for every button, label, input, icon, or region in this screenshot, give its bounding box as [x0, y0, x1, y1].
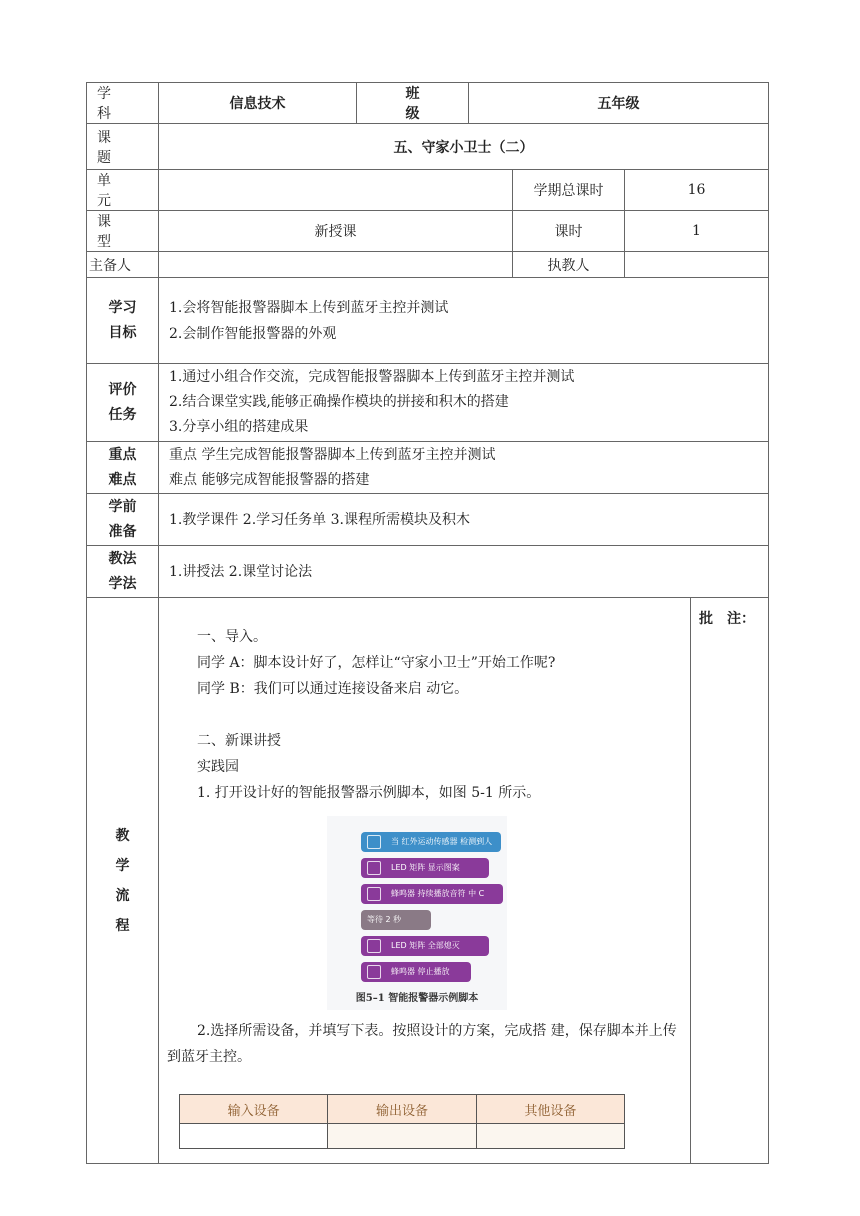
prep-label: 学前 准备 [87, 494, 159, 546]
tasks-label: 评价 任务 [87, 364, 159, 442]
figure-caption: 图5–1 智能报警器示例脚本 [355, 993, 479, 1004]
task-item: 1.通过小组合作交流，完成智能报警器脚本上传到蓝牙主控并测试 [169, 369, 575, 385]
topic-label: 课 题 [87, 124, 159, 170]
device-input-cell [180, 1124, 328, 1149]
sensor-icon [367, 835, 381, 849]
dialogue-line-b: 同学 B：我们可以通过连接设备来启 动它。 [197, 681, 469, 697]
grid-icon [367, 861, 381, 875]
difficulty-point: 难点 能够完成智能报警器的搭建 [169, 471, 370, 488]
class-label: 班 级 [357, 83, 469, 124]
total-hours-value: 16 [625, 170, 769, 211]
device-output-cell [328, 1124, 476, 1149]
methods-label: 教法 学法 [87, 546, 159, 598]
methods-text: 1.讲授法 2.课堂讨论法 [159, 546, 769, 598]
buzzer-stop-block: 蜂鸣器 停止播放 [361, 962, 471, 982]
teacher-value [625, 252, 769, 278]
goal-item: 1.会将智能报警器脚本上传到蓝牙主控并测试 [169, 299, 449, 316]
speaker-icon [367, 887, 381, 901]
type-value: 新授课 [159, 211, 513, 252]
preparer-value [159, 252, 513, 278]
tasks-list [159, 364, 769, 442]
keypoints-label: 重点 难点 [87, 442, 159, 494]
type-label: 课 型 [87, 211, 159, 252]
hours-label: 课时 [513, 211, 625, 252]
device-other-cell [476, 1124, 624, 1149]
total-hours-label: 学期总课时 [513, 170, 625, 211]
step-1: 1. 打开设计好的智能报警器示例脚本，如图 5-1 所示。 [197, 785, 541, 801]
hours-value: 1 [625, 211, 769, 252]
led-show-block: LED 矩阵 显示图案 [361, 858, 489, 878]
device-header-output: 输出设备 [328, 1095, 476, 1124]
key-point: 重点 学生完成智能报警器脚本上传到蓝牙主控并测试 [169, 446, 496, 463]
goals-list [159, 278, 769, 364]
goals-label: 学习 目标 [87, 278, 159, 364]
script-figure [327, 816, 507, 1010]
flow-label: 教 学 流 程 [87, 598, 159, 1164]
step-2: 2.选择所需设备，并填写下表。按照设计的方案，完成搭 建，保存脚本并上传到蓝牙主控。 [167, 1023, 677, 1065]
intro-heading: 一、导入。 [197, 629, 267, 645]
device-table [179, 1094, 625, 1149]
section-heading: 二、新课讲授 [197, 733, 281, 749]
unit-label: 单 元 [87, 170, 159, 211]
sensor-block: 当 红外运动传感器 检测到人 [361, 832, 501, 852]
keypoints-content [159, 442, 769, 494]
subject-value: 信息技术 [159, 83, 357, 124]
task-item: 2.结合课堂实践,能够正确操作模块的拼接和积木的搭建 [169, 394, 509, 410]
teacher-label: 执教人 [513, 252, 625, 278]
prep-text: 1.教学课件 2.学习任务单 3.课程所需模块及积木 [159, 494, 769, 546]
speaker-icon [367, 965, 381, 979]
notes-column: 批 注： [691, 598, 769, 1164]
wait-block: 等待 2 秒 [361, 910, 431, 930]
subject-label: 学 科 [87, 83, 159, 124]
device-header-input: 输入设备 [180, 1095, 328, 1124]
device-header-other: 其他设备 [476, 1095, 624, 1124]
led-off-block: LED 矩阵 全部熄灭 [361, 936, 489, 956]
grid-icon [367, 939, 381, 953]
flow-content [159, 598, 691, 1164]
buzzer-play-block: 蜂鸣器 持续播放音符 中 C [361, 884, 503, 904]
dialogue-line-a: 同学 A：脚本设计好了，怎样让“守家小卫士”开始工作呢? [197, 655, 556, 671]
lesson-plan-table [86, 82, 769, 1164]
unit-value [159, 170, 513, 211]
preparer-label: 主备人 [87, 252, 159, 278]
goal-item: 2.会制作智能报警器的外观 [169, 325, 337, 342]
task-item: 3.分享小组的搭建成果 [169, 419, 309, 435]
practice-heading: 实践园 [197, 759, 239, 775]
class-value: 五年级 [469, 83, 769, 124]
topic-value: 五、守家小卫士（二） [159, 124, 769, 170]
